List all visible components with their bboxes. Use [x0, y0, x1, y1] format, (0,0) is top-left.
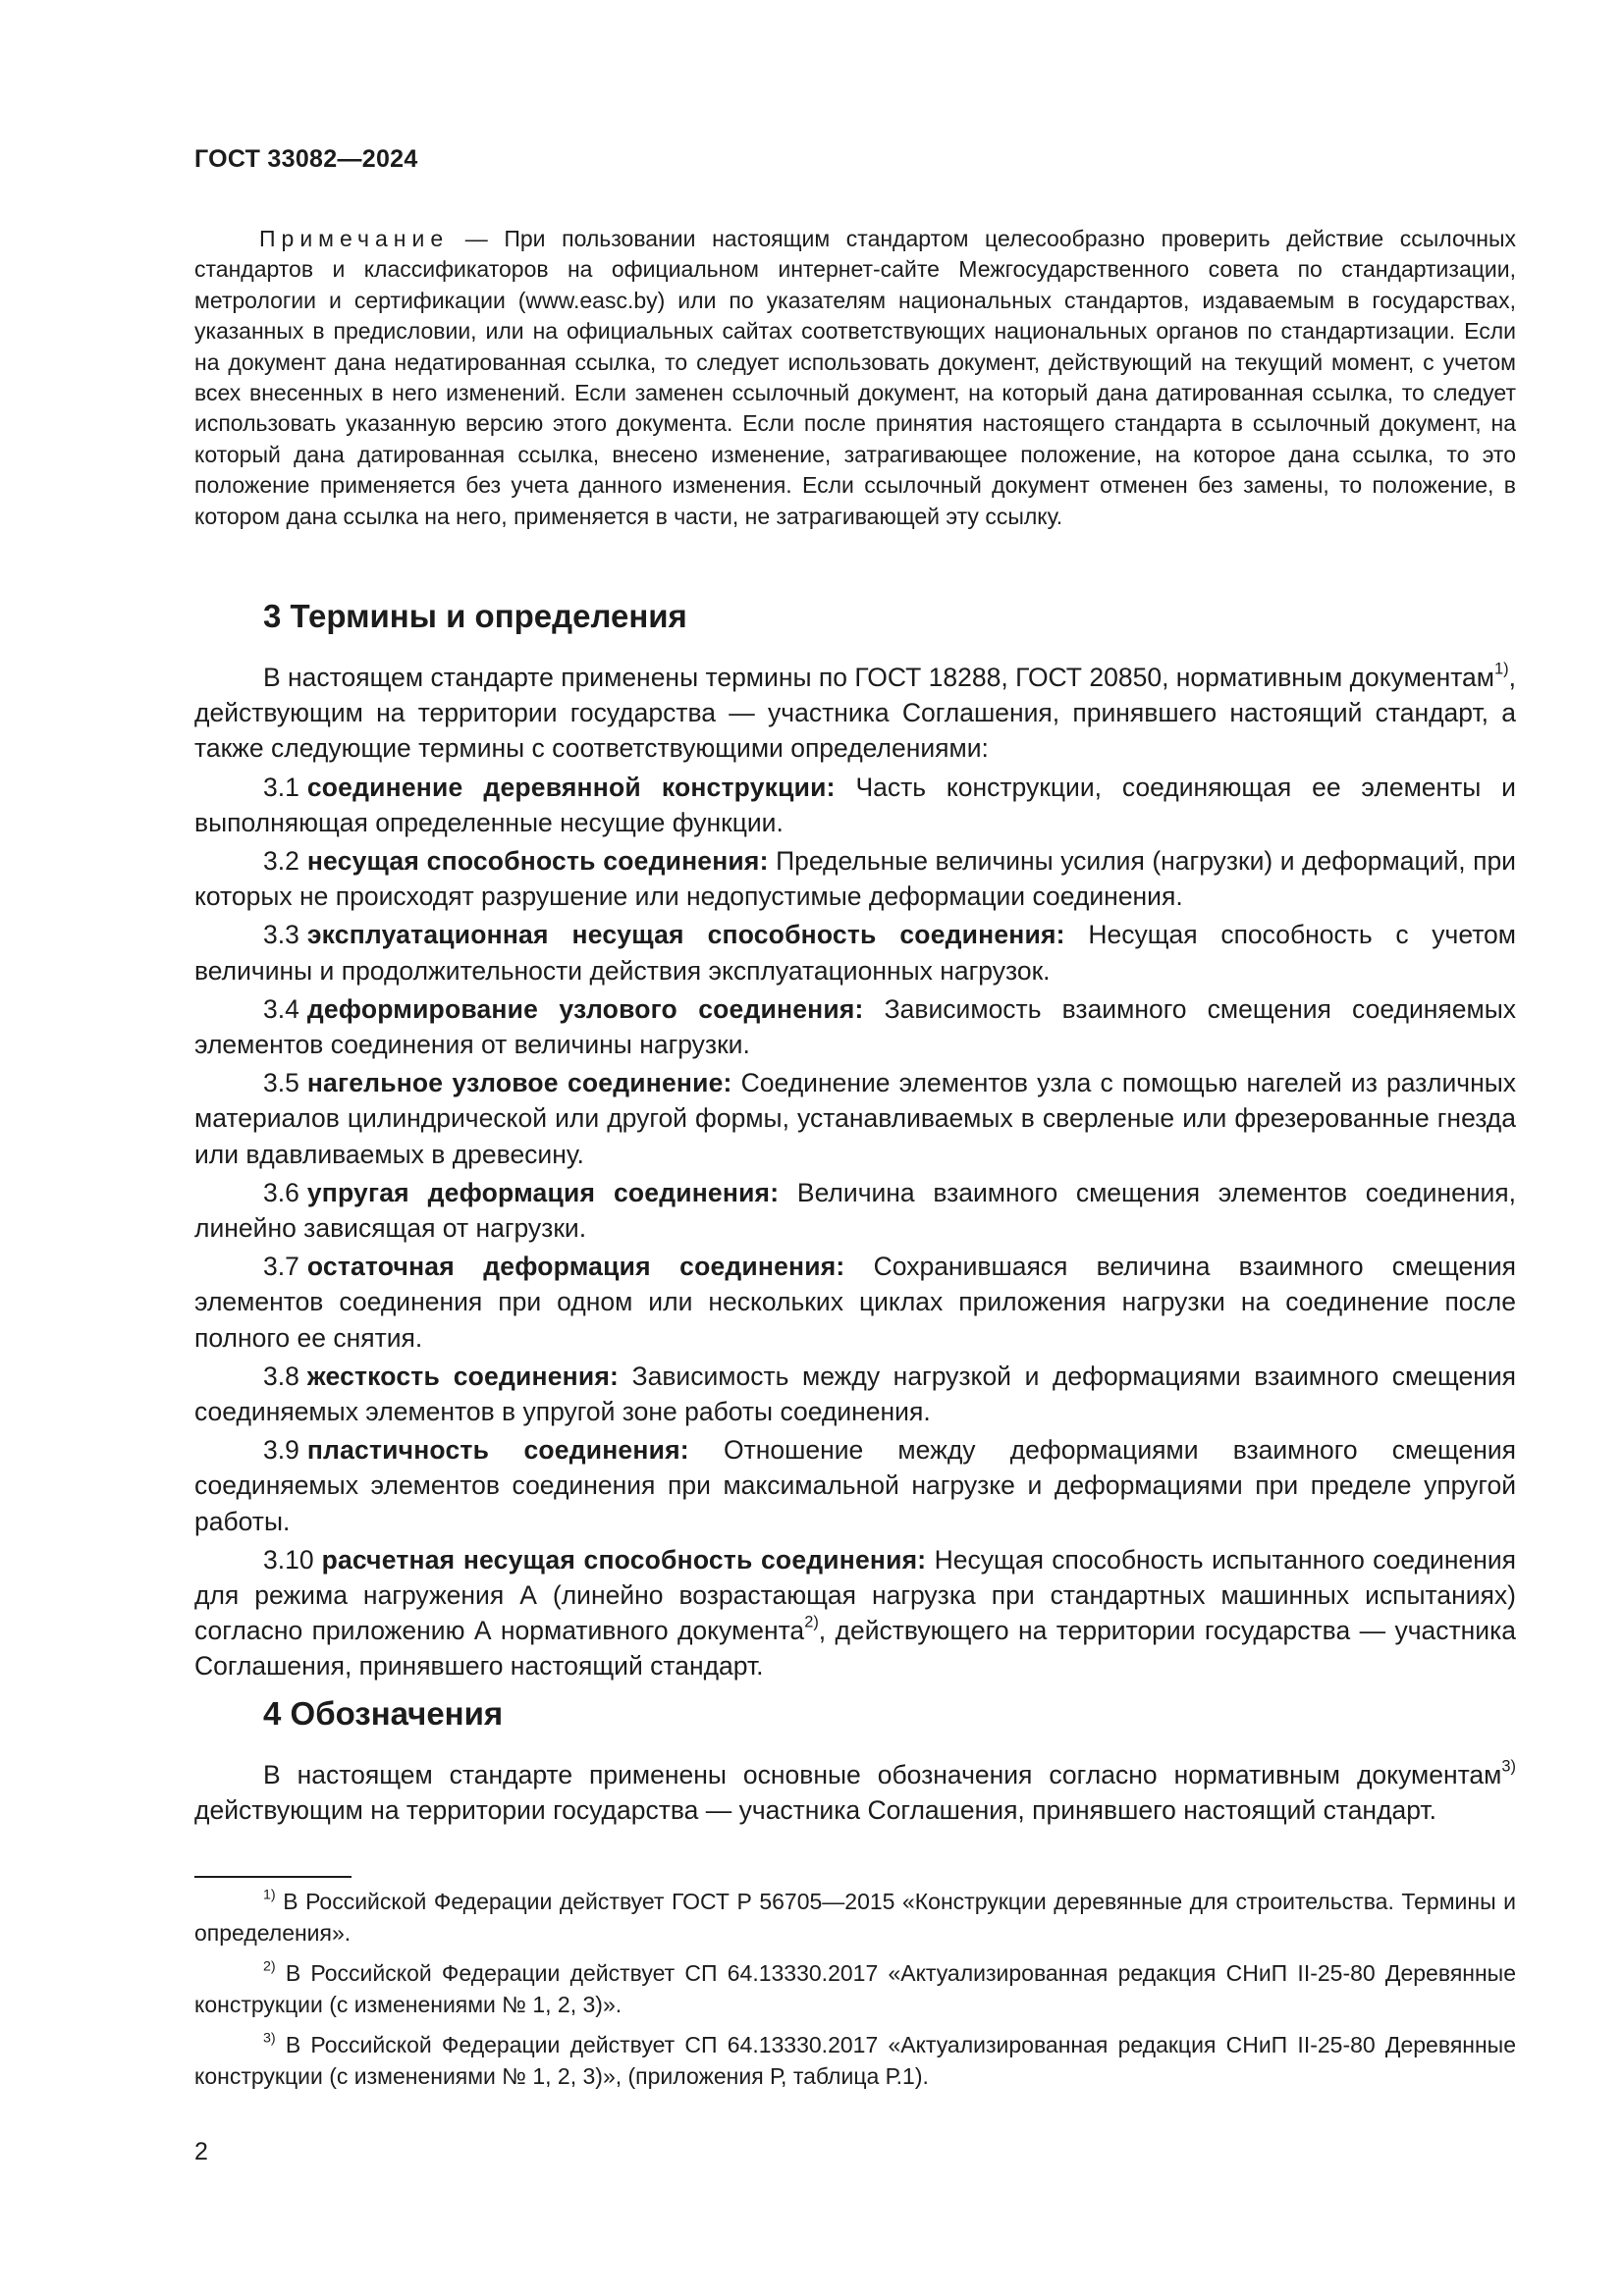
term-definition: Отношение между деформациями взаимного смещения соединяемых элементов соединения при максимальной нагрузке и деформациями при пределе упругой работы.: [194, 1435, 1516, 1536]
footnote: [194, 1887, 1516, 1949]
term-item: [194, 1175, 1516, 1246]
term-name: деформирование узлового соединения:: [306, 993, 864, 1024]
term-item: [194, 917, 1516, 988]
term-number: 3.2: [263, 846, 299, 877]
intro-text-a: В настоящем стандарте применены термины по ГОСТ 18288, ГОСТ 20850, нормативным документам: [263, 663, 1495, 692]
footnote-text: В Российской Федерации действует ГОСТ Р 56705—2015 «Конструкции деревянные для строительства. Термины и определения».: [194, 1889, 1516, 1946]
section-designations: [194, 1690, 1516, 1831]
term-number: 3.10: [263, 1544, 314, 1575]
term-item: [194, 770, 1516, 840]
section-3-intro: [194, 660, 1516, 767]
term-number: 3.5: [263, 1068, 299, 1098]
term-definition: Предельные величины усилия (нагрузки) и деформаций, при которых не происходят разрушение или недопустимые деформации соединения.: [194, 846, 1516, 912]
term-definition: Зависимость между нагрузкой и деформациями взаимного смещения соединяемых элементов в упругой зоне работы соединения.: [194, 1361, 1516, 1427]
term-definition: Величина взаимного смещения элементов соединения, линейно зависящая от нагрузки.: [194, 1177, 1516, 1244]
term-item: [194, 1065, 1516, 1172]
term-number: 3.6: [263, 1177, 299, 1207]
term-number: 3.9: [263, 1435, 299, 1466]
term-number: 3.4: [263, 993, 299, 1024]
footnote-separator: [194, 1876, 352, 1878]
footnote-text: В Российской Федерации действует СП 64.13330.2017 «Актуализированная редакция СНиП II-25-80 Деревянные конструкции (с изменениями № 1, 2, 3)».: [194, 1960, 1516, 2017]
term-definition: Сохранившаяся величина взаимного смещения элементов соединения при одном или нескольких циклах приложения нагрузки на соединение после полного ее снятия.: [194, 1252, 1516, 1353]
term-name: соединение деревянной конструкции:: [306, 772, 836, 802]
section-terms-and-definitions: [194, 593, 1516, 1687]
footnote-mark: 3): [263, 2030, 276, 2047]
term-name: пластичность соединения:: [306, 1435, 689, 1466]
intro-text-b: , действующим на территории государства — участника Соглашения, принявшего настоящий стандарт, а также следующие термины с соответствующими определениями:: [194, 663, 1516, 764]
footnote-mark: 1): [263, 1887, 276, 1903]
footnote-ref-2[interactable]: 2): [804, 1613, 819, 1631]
document-page: [194, 0, 1516, 2296]
section-4-heading: 4 Обозначения: [263, 1695, 504, 1732]
term-name: несущая способность соединения:: [306, 846, 769, 877]
section-3-heading: 3 Термины и определения: [263, 598, 687, 634]
designations-text-b: действующим на территории государства — участника Соглашения, принявшего настоящий стандарт.: [194, 1795, 1436, 1826]
term-item: [194, 1432, 1516, 1539]
footnote: [194, 2030, 1516, 2092]
term-number: 3.7: [263, 1252, 299, 1282]
footnote: [194, 1958, 1516, 2020]
note-text: — При пользовании настоящим стандартом целесообразно проверить действие ссылочных стандартов и классификаторов на официальном интернет-сайте Межгосударственного совета по стандартизации, метрологии и сертификации (www.easc.by) или по указателям национальных стандартов, издаваемым в государствах, указанных в предисловии, или на официальных сайтах соответствующих национальных органов по стандартизации. Если на документ дана недатированная ссылка, то следует использовать документ, действующий на текущий момент, с учетом всех внесенных в него изменений. Если заменен ссылочный документ, на который дана датированная ссылка, то следует использовать указанную версию этого документа. Если после принятия настоящего стандарта в ссылочный документ, на который дана датированная ссылка, внесено изменение, затрагивающее положение, на которое дана ссылка, то это положение применяется без учета данного изменения. Если ссылочный документ отменен без замены, то положение, в котором дана ссылка на него, применяется в части, не затрагивающей эту ссылку.: [194, 226, 1516, 529]
term-name: расчетная несущая способность соединения:: [321, 1544, 927, 1575]
term-name: нагельное узловое соединение:: [306, 1068, 732, 1098]
page-number: 2: [194, 2138, 208, 2165]
footnote-ref-1[interactable]: 1): [1494, 660, 1509, 678]
term-item: [194, 1542, 1516, 1684]
document-id: ГОСТ 33082—2024: [194, 145, 418, 173]
term-item: [194, 1359, 1516, 1429]
term-item: [194, 1249, 1516, 1356]
term-definition: Зависимость взаимного смещения соединяемых элементов соединения от величины нагрузки.: [194, 993, 1516, 1060]
note-label: Примечание: [259, 226, 450, 251]
term-name: упругая деформация соединения:: [306, 1177, 780, 1207]
term-definition: Часть конструкции, соединяющая ее элементы и выполняющая определенные несущие функции.: [194, 772, 1516, 837]
footnote-ref-3[interactable]: 3): [1501, 1757, 1516, 1776]
term-definition: Несущая способность с учетом величины и продолжительности действия эксплуатационных нагрузок.: [194, 920, 1517, 986]
reference-note: [194, 224, 1516, 532]
section-4-text: [194, 1757, 1516, 1828]
footnote-text: В Российской Федерации действует СП 64.13330.2017 «Актуализированная редакция СНиП II-25-80 Деревянные конструкции (с изменениями № 1, 2, 3)», (приложения Р, таблица Р.1).: [194, 2032, 1516, 2089]
term-definition-a: Несущая способность испытанного соединения для режима нагружения А (линейно возрастающая нагрузка при стандартных машинных испытаниях) согласно приложению А нормативного документа: [194, 1544, 1517, 1646]
term-item: [194, 843, 1516, 914]
term-name: остаточная деформация соединения:: [306, 1252, 845, 1282]
term-number: 3.3: [263, 920, 299, 950]
term-name: эксплуатационная несущая способность соединения:: [306, 920, 1065, 950]
designations-text-a: В настоящем стандарте применены основные обозначения согласно нормативным документам: [263, 1760, 1502, 1789]
term-name: жесткость соединения:: [306, 1361, 620, 1391]
term-number: 3.8: [263, 1361, 299, 1391]
term-definition: Соединение элементов узла с помощью нагелей из различных материалов цилиндрической или другой формы, устанавливаемых в сверленые или фрезерованные гнезда или вдавливаемых в древесину.: [194, 1068, 1516, 1169]
term-definition-b: , действующего на территории государства — участника Соглашения, принявшего настоящий стандарт.: [194, 1616, 1516, 1682]
term-item: [194, 991, 1516, 1062]
footnote-mark: 2): [263, 1958, 276, 1975]
footnotes: [194, 1887, 1516, 2102]
term-number: 3.1: [263, 772, 299, 802]
